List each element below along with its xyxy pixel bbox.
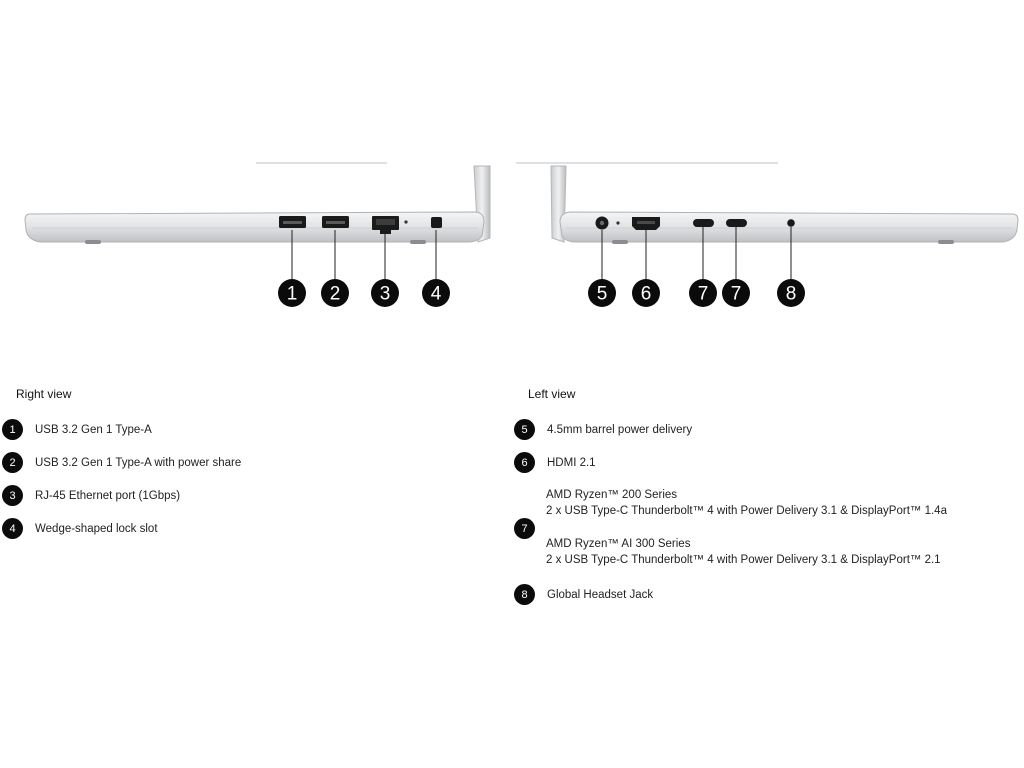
svg-text:7: 7 <box>730 283 742 305</box>
legend-label: Global Headset Jack <box>547 588 654 601</box>
legend-line: 2 x USB Type-C Thunderbolt™ 4 with Power Delivery 3.1 & DisplayPort™ 1.4a <box>546 505 947 517</box>
legend-item-3 <box>2 485 180 506</box>
legend-item-7 <box>514 518 535 539</box>
callout-3 <box>371 279 399 307</box>
legend-item-6 <box>514 452 596 473</box>
legend-item-7-text <box>546 487 947 568</box>
svg-text:7: 7 <box>697 283 709 305</box>
legend-label: 4.5mm barrel power delivery <box>547 423 693 436</box>
callout-1 <box>278 279 306 307</box>
legend-label: HDMI 2.1 <box>547 456 596 469</box>
legend-item-1 <box>2 419 152 440</box>
led-indicator <box>616 221 619 224</box>
callout-7a <box>689 279 717 307</box>
svg-text:6: 6 <box>640 283 652 305</box>
svg-text:4: 4 <box>430 283 442 305</box>
usb-c-port-2 <box>726 219 747 227</box>
callout-4 <box>422 279 450 307</box>
barrel-power-port <box>596 217 609 230</box>
number-badge: 7 <box>514 518 535 539</box>
callout-8 <box>777 279 805 307</box>
callout-2 <box>321 279 349 307</box>
led-indicator <box>404 220 407 223</box>
chassis-body <box>560 212 1018 242</box>
callout-6 <box>632 279 660 307</box>
svg-text:3: 3 <box>379 283 391 305</box>
legend-line: 2 x USB Type-C Thunderbolt™ 4 with Power Delivery 3.1 & DisplayPort™ 2.1 <box>546 554 941 566</box>
number-badge: 4 <box>2 518 23 539</box>
number-badge: 1 <box>2 419 23 440</box>
lock-slot <box>431 217 442 228</box>
svg-text:2: 2 <box>329 283 341 305</box>
callout-5 <box>588 279 616 307</box>
number-badge: 5 <box>514 419 535 440</box>
number-badge: 8 <box>514 584 535 605</box>
legend-label: USB 3.2 Gen 1 Type-A with power share <box>35 456 242 469</box>
legend-label: USB 3.2 Gen 1 Type-A <box>35 423 152 436</box>
foot <box>938 240 954 244</box>
laptop-side-views <box>0 0 1024 340</box>
right-view-title: Right view <box>16 387 72 401</box>
foot <box>410 240 426 244</box>
number-badge: 3 <box>2 485 23 506</box>
legend-item-8 <box>514 584 653 605</box>
headset-jack <box>787 219 795 227</box>
chassis-body <box>25 212 484 242</box>
legend-item-2 <box>2 452 241 473</box>
legend-item-4 <box>2 518 158 539</box>
legend-line: AMD Ryzen™ 200 Series <box>546 489 678 501</box>
legend-item-5 <box>514 419 692 440</box>
legend-label: Wedge-shaped lock slot <box>35 522 158 535</box>
number-badge: 2 <box>2 452 23 473</box>
foot <box>85 240 101 244</box>
foot <box>612 240 628 244</box>
right-view-laptop <box>25 163 490 307</box>
legend-line: AMD Ryzen™ AI 300 Series <box>546 538 691 550</box>
svg-text:8: 8 <box>785 283 797 305</box>
usb-c-port-1 <box>693 219 714 227</box>
legend-label: RJ-45 Ethernet port (1Gbps) <box>35 489 181 502</box>
usb-a-port-1 <box>279 216 306 228</box>
callout-7b <box>722 279 750 307</box>
usb-a-port-2 <box>322 216 349 228</box>
svg-text:1: 1 <box>286 283 298 305</box>
svg-text:5: 5 <box>596 283 608 305</box>
left-view-title: Left view <box>528 387 576 401</box>
number-badge: 6 <box>514 452 535 473</box>
hdmi-port <box>632 217 660 230</box>
left-view-laptop <box>516 163 1018 307</box>
